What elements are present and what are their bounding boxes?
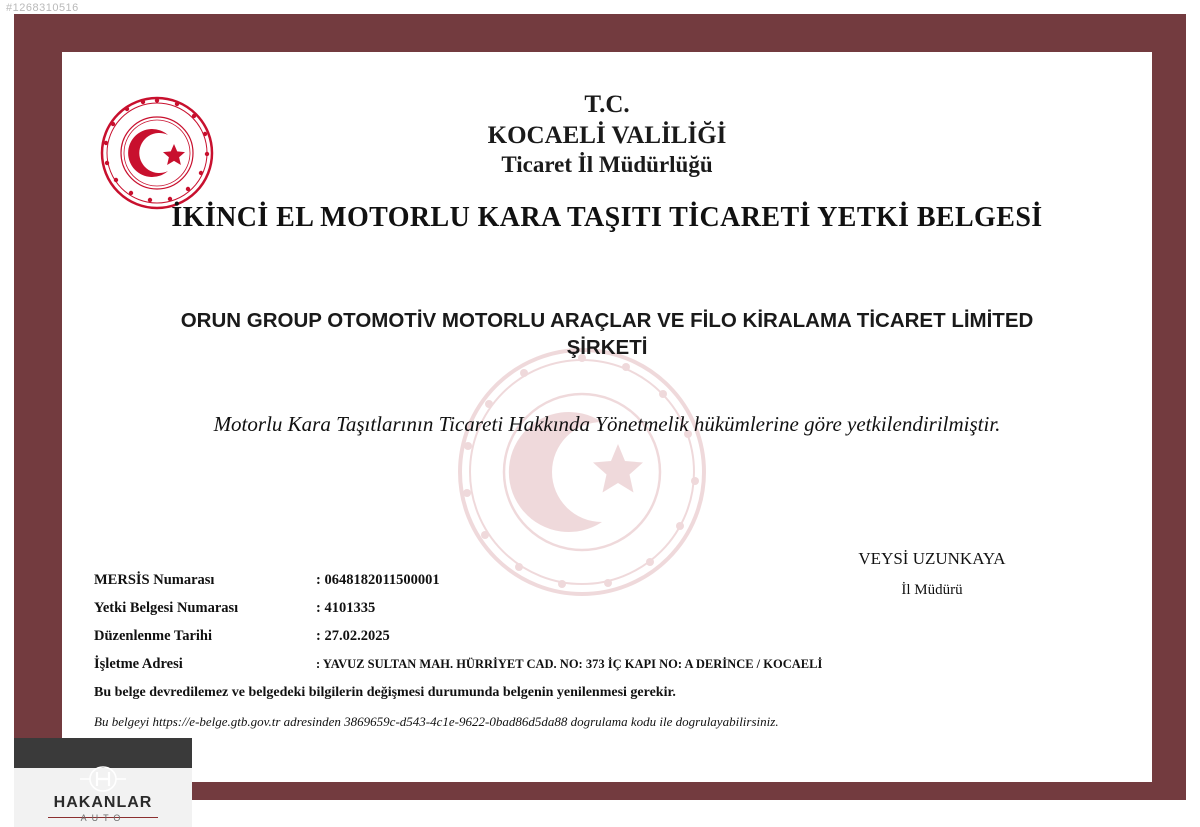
signatory-title: İl Müdürü (901, 581, 963, 598)
signatory-name: VEYSİ UZUNKAYA (858, 549, 1006, 568)
details-list (94, 572, 1114, 684)
field-label-issue-date: Düzenlenme Tarihi (94, 628, 213, 644)
dealer-logo-banner (14, 738, 192, 768)
company-name: ORUN GROUP OTOMOTİV MOTORLU ARAÇLAR VE FİLO KİRALAMA TİCARET LİMİTED ŞİRKETİ (180, 309, 1034, 360)
page-title: İKİNCİ EL MOTORLU KARA TAŞITI TİCARETİ YETKİ BELGESİ (171, 202, 1043, 233)
list-item (94, 572, 1114, 589)
field-label-business-address: İşletme Adresi (94, 656, 183, 672)
dealer-name: HAKANLAR (53, 794, 153, 811)
header-line-province: KOCAELİ VALİLİĞİ (487, 121, 727, 149)
list-item (94, 628, 1114, 645)
field-value-mersis: : 0648182011500001 (316, 572, 440, 588)
certificate-frame (14, 14, 1186, 800)
field-label-mersis: MERSİS Numarası (94, 572, 215, 588)
list-item (94, 656, 1114, 673)
field-value-issue-date: : 27.02.2025 (316, 628, 390, 644)
field-value-certificate-number: : 4101335 (316, 600, 376, 616)
header-line-directorate: Ticaret İl Müdürlüğü (501, 152, 713, 177)
dealer-monogram-icon (76, 766, 130, 792)
image-id-watermark: #1268310516 (6, 2, 79, 14)
dealer-logo (14, 738, 192, 827)
document-header (62, 90, 1152, 179)
field-label-certificate-number: Yetki Belgesi Numarası (94, 600, 239, 616)
transfer-notice: Bu belge devredilemez ve belgedeki bilgilerin değişmesi durumunda belgenin yenilenmesi gerekir. (94, 685, 676, 700)
legal-statement: Motorlu Kara Taşıtlarının Ticareti Hakkında Yönetmelik hükümlerine göre yetkilendirilmiştir. (213, 412, 1001, 436)
field-value-business-address: : YAVUZ SULTAN MAH. HÜRRİYET CAD. NO: 373 İÇ KAPI NO: A DERİNCE / KOCAELİ (316, 657, 823, 671)
certificate-document (62, 52, 1152, 782)
header-line-country: T.C. (584, 91, 630, 118)
dealer-subtitle: AUTO (80, 813, 126, 823)
stamp-watermark-icon (452, 342, 712, 602)
list-item (94, 600, 1114, 617)
verification-note: Bu belgeyi https://e-belge.gtb.gov.tr adresinden 3869659c-d543-4c1e-9622-0bad86d5da88 dogrulama kodu ile dogrulayabilirsiniz. (94, 714, 779, 729)
